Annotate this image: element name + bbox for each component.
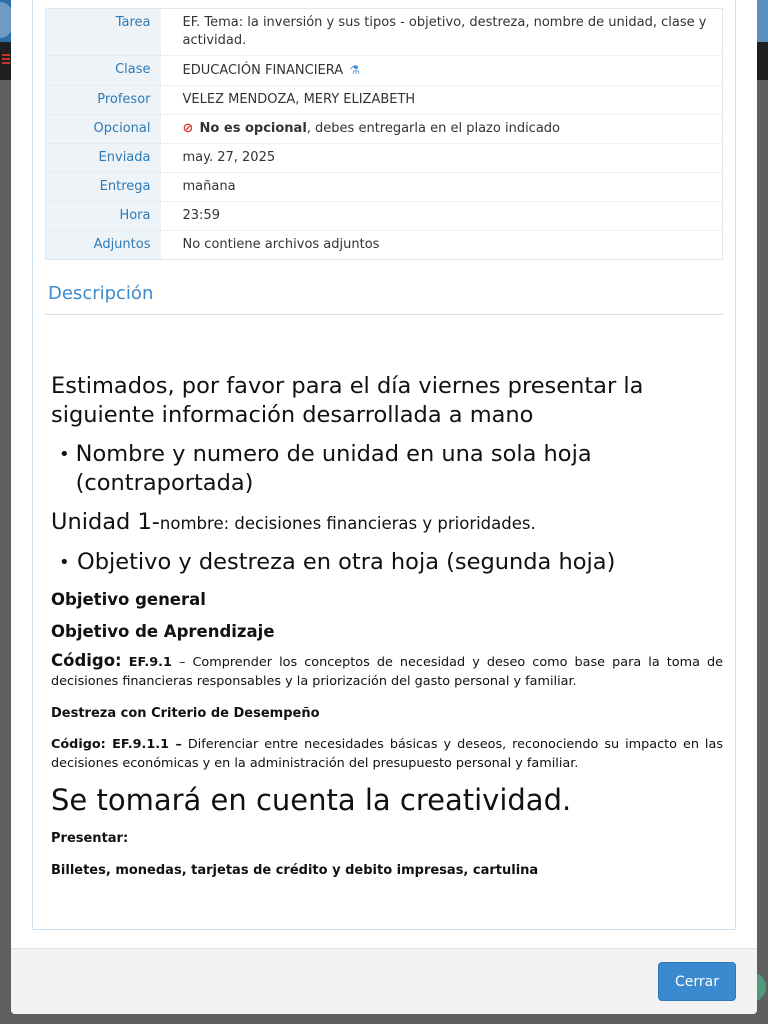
creativity-note: Se tomará en cuenta la creatividad. (51, 783, 572, 817)
due-time: 23:59 (161, 202, 723, 231)
skill-code-paragraph (51, 735, 723, 773)
description-heading: Descripción (48, 283, 154, 304)
row-clase (46, 56, 723, 86)
skill-heading: Destreza con Criterio de Desempeño (51, 706, 320, 721)
modal-footer (11, 948, 757, 1014)
list-item-text: Nombre y numero de unidad en una sola hoja (contraportada) (75, 441, 592, 496)
close-button[interactable]: Cerrar (658, 962, 736, 1001)
list-item-text: Objetivo y destreza en otra hoja (segunda hoja) (77, 549, 616, 575)
class-name: EDUCACIÓN FINANCIERA (182, 63, 344, 78)
menu-icon (2, 54, 10, 64)
description-content (51, 372, 723, 880)
objective-text: – Comprender los conceptos de necesidad y deseo como base para la toma de decisiones financieras responsables y la priorización del gasto personal y familiar. (51, 655, 723, 689)
task-info-table (45, 8, 723, 260)
row-label: Profesor (46, 86, 161, 115)
row-adjuntos (46, 231, 723, 260)
row-label: Adjuntos (46, 231, 161, 260)
optional-note: , debes entregarla en el plazo indicado (306, 121, 561, 136)
row-entrega (46, 173, 723, 202)
class-value (161, 56, 723, 86)
row-label: Clase (46, 56, 161, 86)
row-label: Tarea (46, 9, 161, 56)
background-top-right (756, 0, 768, 42)
objective-code-paragraph (51, 651, 723, 691)
row-tarea (46, 9, 723, 56)
unit-number: Unidad 1- (51, 509, 160, 535)
present-label: Presentar: (51, 831, 129, 846)
row-profesor (46, 86, 723, 115)
modal-body (11, 0, 757, 948)
flask-icon: ⚗ (349, 63, 361, 77)
optional-value (161, 115, 723, 144)
row-label: Enviada (46, 144, 161, 173)
row-label: Hora (46, 202, 161, 231)
row-label: Opcional (46, 115, 161, 144)
list-item (51, 548, 723, 577)
row-label: Entrega (46, 173, 161, 202)
row-opcional (46, 115, 723, 144)
bullet-icon: • (59, 552, 70, 573)
task-detail-modal (11, 0, 757, 1014)
sent-date: may. 27, 2025 (161, 144, 723, 173)
teacher-name: VELEZ MENDOZA, MERY ELIZABETH (161, 86, 723, 115)
list-item (51, 440, 723, 498)
skill-text: Diferenciar entre necesidades básicas y deseos, reconociendo su impacto en las decisiones económicas y en la administración del presupuesto personal y familiar. (51, 737, 723, 771)
unit-line (51, 508, 723, 538)
task-title: EF. Tema: la inversión y sus tipos - objetivo, destreza, nombre de unidad, clase y actividad. (161, 9, 723, 56)
row-hora (46, 202, 723, 231)
general-objective-heading: Objetivo general (51, 590, 206, 609)
unit-name: nombre: decisiones financieras y prioridades. (159, 514, 536, 533)
bullet-icon: • (59, 444, 70, 465)
materials-list: Billetes, monedas, tarjetas de crédito y debito impresas, cartulina (51, 863, 539, 878)
description-lead: Estimados, por favor para el día viernes presentar la siguiente información desarrollada a mano (51, 373, 644, 428)
row-enviada (46, 144, 723, 173)
attachments-value: No contiene archivos adjuntos (161, 231, 723, 260)
code-value: EF.9.1 (128, 655, 172, 670)
due-date: mañana (161, 173, 723, 202)
ban-icon: ⊘ (182, 121, 194, 136)
optional-status: No es opcional (199, 121, 307, 136)
skill-code: Código: EF.9.1.1 – (51, 737, 182, 752)
learning-objective-heading: Objetivo de Aprendizaje (51, 622, 275, 641)
divider (45, 314, 723, 315)
code-label: Código: (51, 651, 122, 670)
